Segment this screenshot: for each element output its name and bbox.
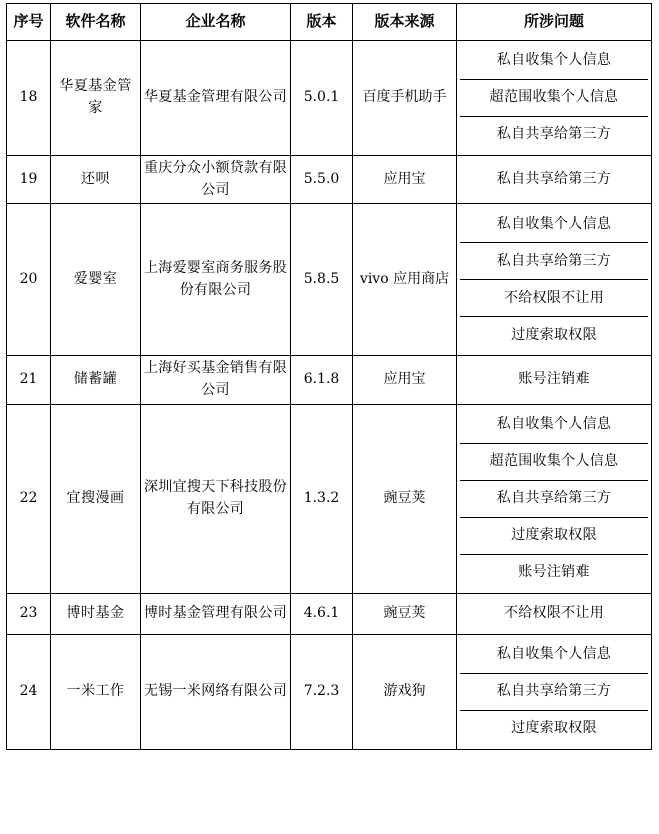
cell-version-source: 百度手机助手 xyxy=(353,41,457,156)
issues-list xyxy=(460,43,648,153)
cell-version: 1.3.2 xyxy=(291,404,353,593)
cell-issues xyxy=(457,404,652,593)
cell-company-name: 华夏基金管理有限公司 xyxy=(141,41,291,156)
issues-list xyxy=(460,206,648,353)
issue-row xyxy=(460,710,648,747)
table-row xyxy=(7,404,652,593)
issue-label: 私自收集个人信息 xyxy=(460,206,648,243)
issue-label: 过度索取权限 xyxy=(460,517,648,554)
column-header-software-name: 软件名称 xyxy=(51,4,141,41)
cell-index: 24 xyxy=(7,634,51,749)
cell-version: 5.8.5 xyxy=(291,204,353,356)
cell-version-source: 应用宝 xyxy=(353,356,457,404)
column-header-version-source: 版本来源 xyxy=(353,4,457,41)
cell-issues xyxy=(457,156,652,204)
issue-label: 超范围收集个人信息 xyxy=(460,443,648,480)
table-body xyxy=(7,41,652,750)
issue-row xyxy=(460,673,648,710)
cell-index: 18 xyxy=(7,41,51,156)
cell-company-name: 深圳宜搜天下科技股份有限公司 xyxy=(141,404,291,593)
table-row xyxy=(7,634,652,749)
cell-software-name: 博时基金 xyxy=(51,593,141,634)
table-row xyxy=(7,41,652,156)
cell-version-source: 游戏狗 xyxy=(353,634,457,749)
cell-version: 4.6.1 xyxy=(291,593,353,634)
issue-label: 私自共享给第三方 xyxy=(460,480,648,517)
cell-index: 21 xyxy=(7,356,51,404)
issue-row xyxy=(460,243,648,280)
table-row xyxy=(7,156,652,204)
cell-software-name: 一米工作 xyxy=(51,634,141,749)
issue-label: 私自收集个人信息 xyxy=(460,407,648,444)
issue-row xyxy=(460,206,648,243)
cell-software-name: 储蓄罐 xyxy=(51,356,141,404)
issues-list xyxy=(460,637,648,747)
column-header-company-name: 企业名称 xyxy=(141,4,291,41)
issue-row xyxy=(460,162,648,198)
cell-version: 5.0.1 xyxy=(291,41,353,156)
issue-label: 私自共享给第三方 xyxy=(496,126,612,143)
issue-row xyxy=(460,117,648,154)
cell-index: 19 xyxy=(7,156,51,204)
issue-row xyxy=(460,280,648,317)
issue-label: 私自收集个人信息 xyxy=(460,43,648,80)
cell-index: 20 xyxy=(7,204,51,356)
issue-row xyxy=(460,443,648,480)
cell-issues xyxy=(457,204,652,356)
issues-list xyxy=(460,362,648,398)
issue-label: 私自共享给第三方 xyxy=(496,170,612,187)
issue-label: 过度索取权限 xyxy=(511,719,597,736)
issue-label: 超范围收集个人信息 xyxy=(460,80,648,117)
cell-issues xyxy=(457,593,652,634)
issue-row xyxy=(460,517,648,554)
cell-issues xyxy=(457,41,652,156)
cell-index: 22 xyxy=(7,404,51,593)
cell-company-name: 无锡一米网络有限公司 xyxy=(141,634,291,749)
issue-row xyxy=(460,362,648,398)
issues-list xyxy=(460,162,648,198)
cell-software-name: 宜搜漫画 xyxy=(51,404,141,593)
issue-label: 过度索取权限 xyxy=(511,326,597,343)
cell-index: 23 xyxy=(7,593,51,634)
cell-version-source: 豌豆荚 xyxy=(353,404,457,593)
issue-row xyxy=(460,43,648,80)
issue-label: 账号注销难 xyxy=(518,371,590,388)
cell-version: 6.1.8 xyxy=(291,356,353,404)
cell-version: 5.5.0 xyxy=(291,156,353,204)
cell-version-source: 应用宝 xyxy=(353,156,457,204)
issue-row xyxy=(460,407,648,444)
cell-company-name: 上海好买基金销售有限公司 xyxy=(141,356,291,404)
cell-company-name: 重庆分众小额贷款有限公司 xyxy=(141,156,291,204)
issue-row xyxy=(460,637,648,674)
cell-version-source: vivo 应用商店 xyxy=(353,204,457,356)
issue-row xyxy=(460,80,648,117)
issue-label: 私自收集个人信息 xyxy=(460,637,648,674)
table-header xyxy=(7,4,652,41)
document-page xyxy=(0,3,659,834)
violating-apps-table xyxy=(6,3,652,750)
cell-company-name: 博时基金管理有限公司 xyxy=(141,593,291,634)
table-row xyxy=(7,356,652,404)
issues-list xyxy=(460,407,648,591)
cell-issues xyxy=(457,634,652,749)
table-header-row xyxy=(7,4,652,41)
issue-row xyxy=(460,554,648,591)
cell-software-name: 华夏基金管家 xyxy=(51,41,141,156)
issue-label: 账号注销难 xyxy=(518,563,590,580)
column-header-issues: 所涉问题 xyxy=(457,4,652,41)
issue-label: 不给权限不让用 xyxy=(460,280,648,317)
cell-company-name: 上海爱婴室商务服务股份有限公司 xyxy=(141,204,291,356)
cell-issues xyxy=(457,356,652,404)
table-row xyxy=(7,593,652,634)
column-header-version: 版本 xyxy=(291,4,353,41)
cell-software-name: 还呗 xyxy=(51,156,141,204)
issue-label: 私自共享给第三方 xyxy=(460,673,648,710)
issue-row xyxy=(460,317,648,354)
issue-label: 私自共享给第三方 xyxy=(460,243,648,280)
cell-version: 7.2.3 xyxy=(291,634,353,749)
column-header-index: 序号 xyxy=(7,4,51,41)
cell-version-source: 豌豆荚 xyxy=(353,593,457,634)
issue-label: 不给权限不让用 xyxy=(503,604,605,621)
issue-row xyxy=(460,596,648,632)
cell-software-name: 爱婴室 xyxy=(51,204,141,356)
table-row xyxy=(7,204,652,356)
issue-row xyxy=(460,480,648,517)
issues-list xyxy=(460,596,648,632)
